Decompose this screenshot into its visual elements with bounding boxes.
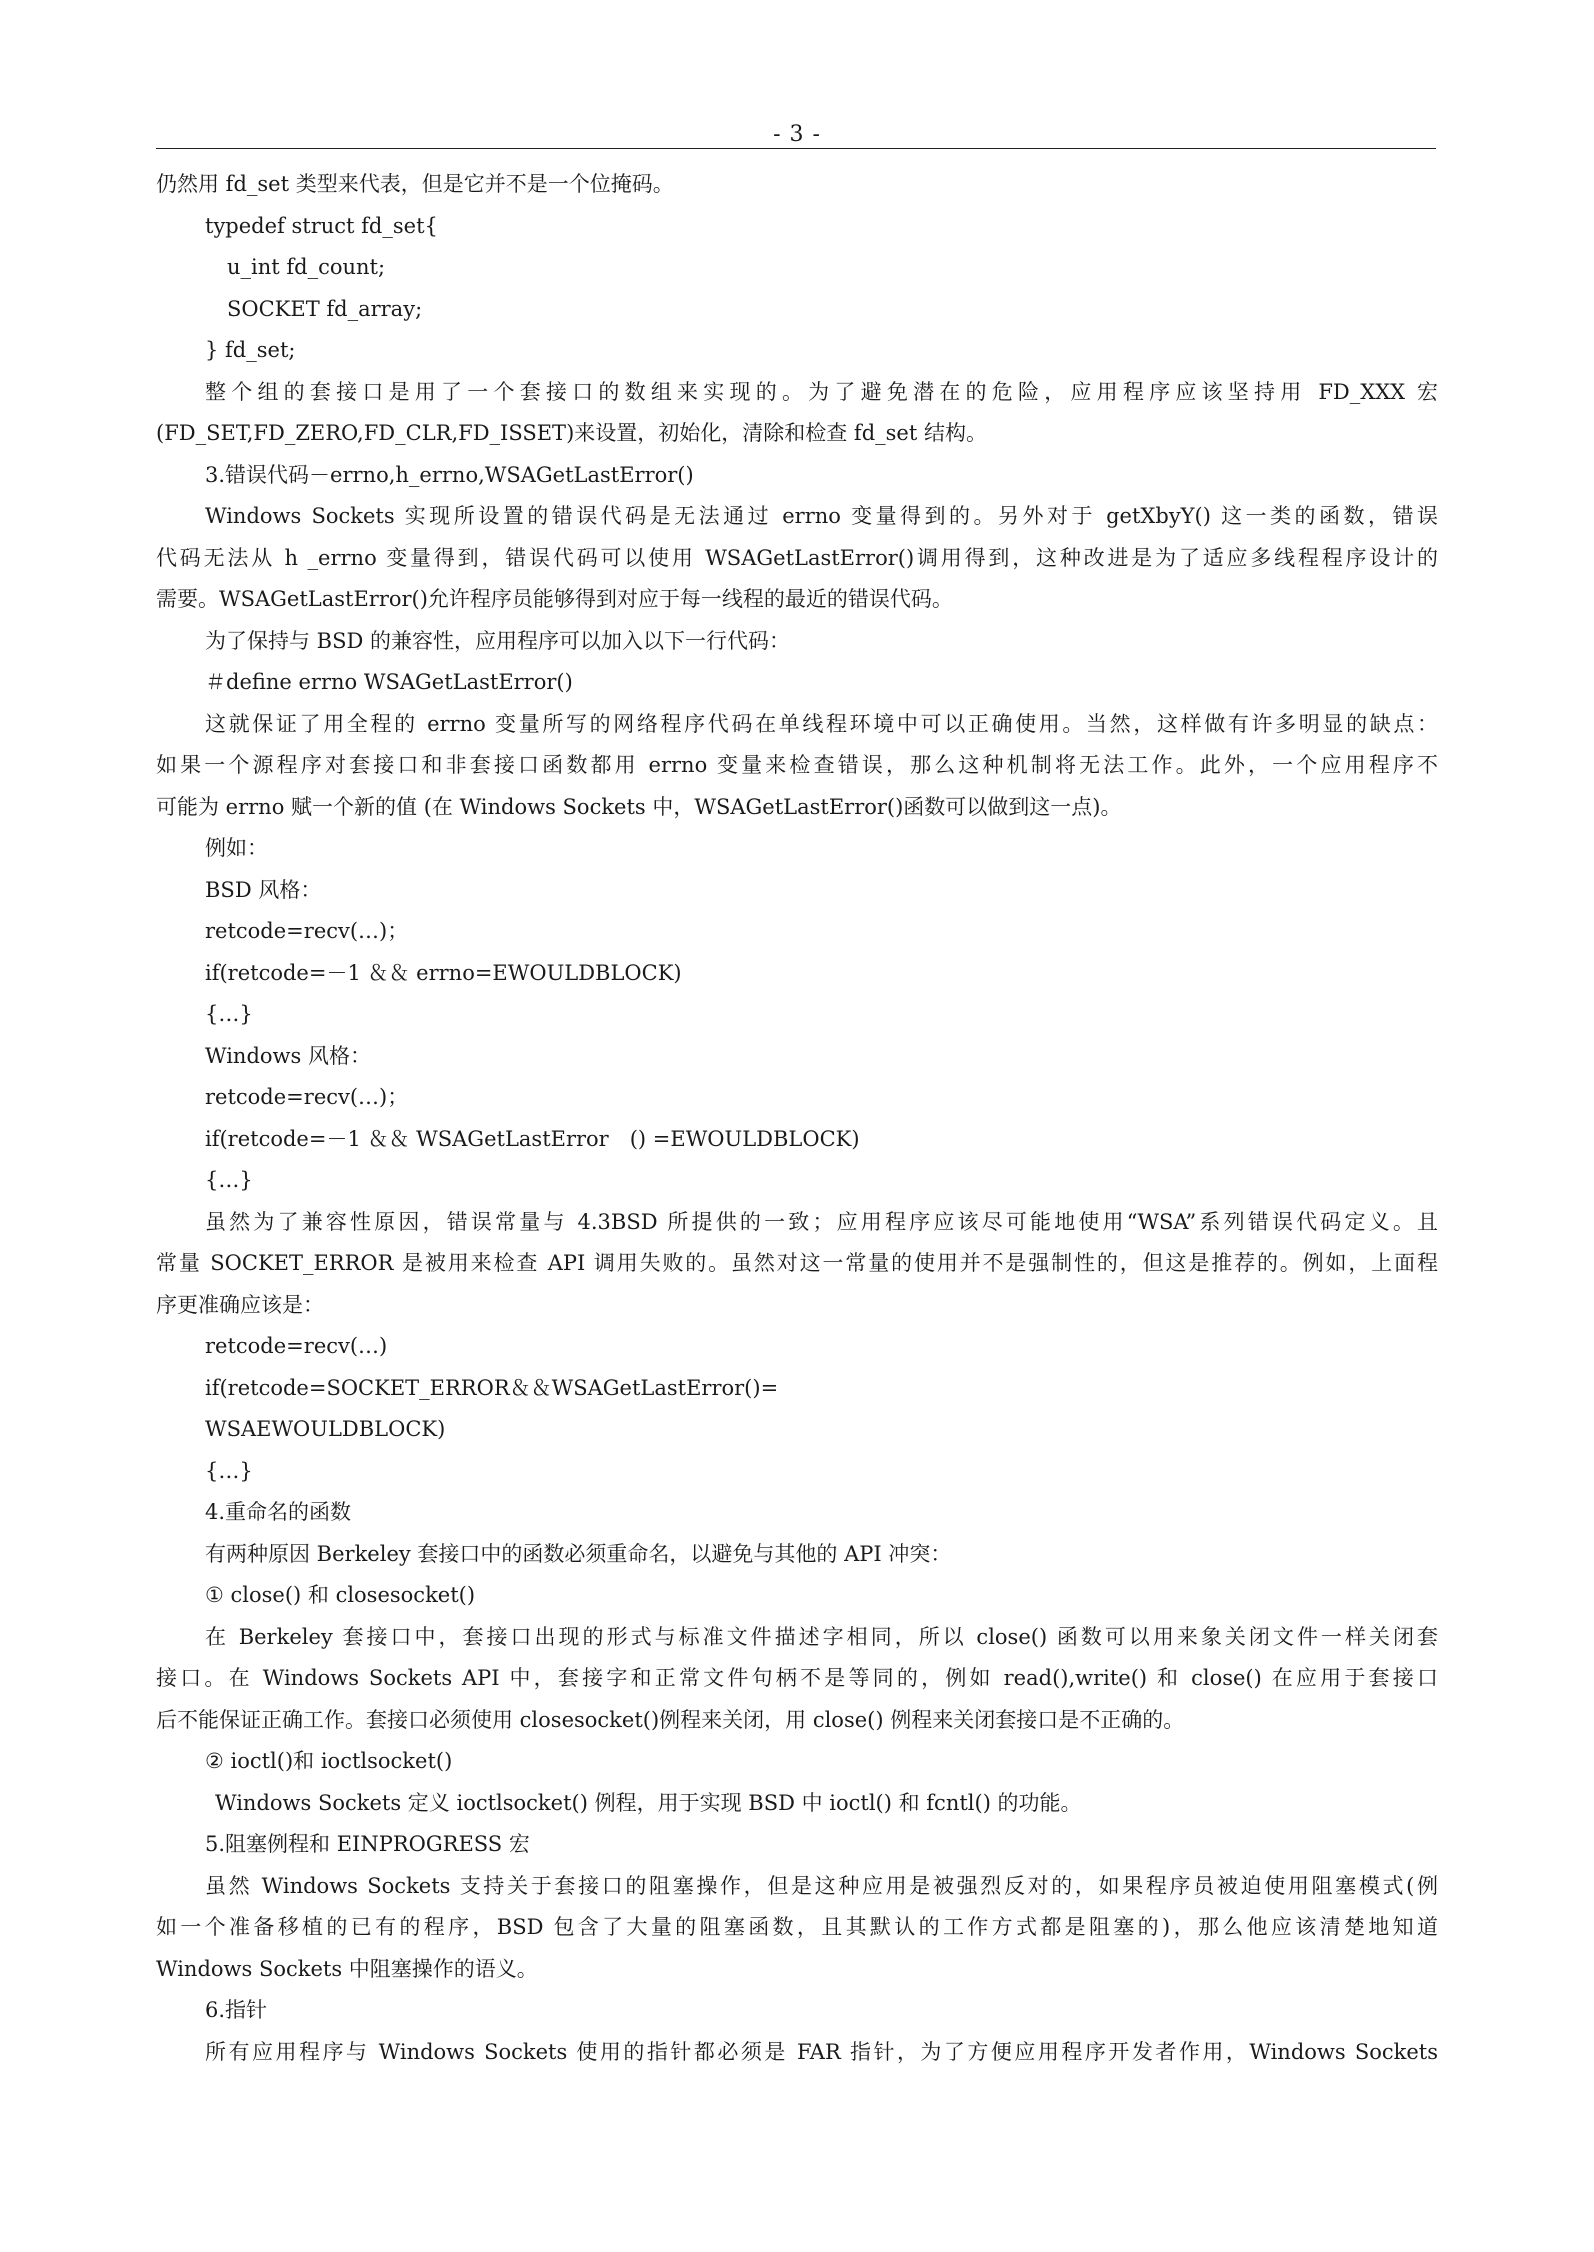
section-heading: 4.重命名的函数: [205, 1500, 352, 1524]
header-rule: [156, 148, 1436, 149]
paragraph-line: 常量 SOCKET_ERROR 是被用来检查 API 调用失败的。虽然对这一常量的使用并不是强制性的，但这是推荐的。例如，上面程: [156, 1251, 1438, 1275]
code-line: ＃define errno WSAGetLastError(): [205, 670, 573, 694]
code-line: u_int fd_count;: [227, 255, 386, 279]
paragraph-line: Windows Sockets 实现所设置的错误代码是无法通过 errno 变量得到的。另外对于 getXbyY() 这一类的函数，错误: [205, 504, 1438, 528]
paragraph-line: 需要。WSAGetLastError()允许程序员能够得到对应于每一线程的最近的错误代码。: [156, 587, 953, 611]
section-heading: 5.阻塞例程和 EINPROGRESS 宏: [205, 1832, 530, 1856]
document-body: [156, 164, 1438, 2073]
paragraph-line: 虽然为了兼容性原因，错误常量与 4.3BSD 所提供的一致；应用程序应该尽可能地使用“WSA”系列错误代码定义。且: [205, 1209, 1438, 1234]
page-number: - 3 -: [773, 122, 821, 147]
paragraph-line: 在 Berkeley 套接口中，套接口出现的形式与标准文件描述字相同，所以 close() 函数可以用来象关闭文件一样关闭套: [205, 1624, 1438, 1649]
paragraph-line: 例如：: [205, 836, 268, 860]
section-heading: 3.错误代码－errno,h_errno,WSAGetLastError(): [205, 462, 694, 487]
list-item: ② ioctl()和 ioctlsocket(): [205, 1749, 453, 1773]
paragraph-line: 这就保证了用全程的 errno 变量所写的网络程序代码在单线程环境中可以正确使用。当然，这样做有许多明显的缺点：: [205, 711, 1438, 736]
paragraph-line: 可能为 errno 赋一个新的值 (在 Windows Sockets 中，WSAGetLastError()函数可以做到这一点)。: [156, 794, 1122, 819]
code-line: retcode=recv(…)；: [205, 1085, 409, 1109]
code-line: retcode=recv(…)；: [205, 919, 409, 943]
code-line: if(retcode=－1 ＆＆ WSAGetLastError () =EWOULDBLOCK): [205, 1126, 860, 1151]
code-line: typedef struct fd_set{: [205, 213, 438, 238]
paragraph-line: 如果一个源程序对套接口和非套接口函数都用 errno 变量来检查错误，那么这种机制将无法工作。此外，一个应用程序不: [156, 753, 1438, 777]
code-line: if(retcode=SOCKET_ERROR＆＆WSAGetLastError()=: [205, 1375, 779, 1400]
paragraph-line: 代码无法从 h _errno 变量得到，错误代码可以使用 WSAGetLastError()调用得到，这种改进是为了适应多线程程序设计的: [156, 545, 1438, 570]
code-line: if(retcode=－1 ＆＆ errno=EWOULDBLOCK): [205, 960, 682, 985]
paragraph-line: Windows Sockets 定义 ioctlsocket() 例程，用于实现 BSD 中 ioctl() 和 fcntl() 的功能。: [215, 1790, 1082, 1815]
text-line: 仍然用 fd_set 类型来代表，但是它并不是一个位掩码。: [156, 172, 674, 196]
paragraph-line: 有两种原因 Berkeley 套接口中的函数必须重命名，以避免与其他的 API 冲突：: [205, 1541, 952, 1566]
code-line: SOCKET fd_array;: [227, 296, 423, 321]
paragraph-line: 如一个准备移植的已有的程序，BSD 包含了大量的阻塞函数，且其默认的工作方式都是阻塞的)，那么他应该清楚地知道: [156, 1915, 1438, 1939]
code-line: {…}: [205, 1002, 253, 1026]
paragraph-line: 整个组的套接口是用了一个套接口的数组来实现的。为了避免潜在的危险，应用程序应该坚持用 FD_XXX 宏: [205, 379, 1438, 404]
paragraph-line: 后不能保证正确工作。套接口必须使用 closesocket()例程来关闭，用 close() 例程来关闭套接口是不正确的。: [156, 1707, 1185, 1732]
paragraph-line: Windows Sockets 中阻塞操作的语义。: [156, 1956, 538, 1981]
list-item: ① close() 和 closesocket(): [205, 1583, 476, 1607]
paragraph-line: BSD 风格：: [205, 877, 322, 902]
code-line: {…}: [205, 1168, 253, 1192]
paragraph-line: 接口。在 Windows Sockets API 中，套接字和正常文件句柄不是等同的，例如 read(),write() 和 close() 在应用于套接口: [156, 1666, 1438, 1690]
paragraph-line: 虽然 Windows Sockets 支持关于套接口的阻塞操作，但是这种应用是被强烈反对的，如果程序员被迫使用阻塞模式(例: [205, 1873, 1438, 1898]
paragraph-line: 序更准确应该是：: [156, 1292, 324, 1317]
code-line: } fd_set;: [205, 338, 296, 362]
code-line: retcode=recv(…): [205, 1334, 388, 1358]
code-line: {…}: [205, 1458, 253, 1483]
code-line: WSAEWOULDBLOCK): [205, 1417, 446, 1441]
paragraph-line: 为了保持与 BSD 的兼容性，应用程序可以加入以下一行代码：: [205, 628, 791, 653]
section-heading: 6.指针: [205, 1998, 268, 2022]
paragraph-line: (FD_SET,FD_ZERO,FD_CLR,FD_ISSET)来设置，初始化，清除和检查 fd_set 结构。: [156, 421, 987, 445]
paragraph-line: 所有应用程序与 Windows Sockets 使用的指针都必须是 FAR 指针，为了方便应用程序开发者作用，Windows Sockets: [205, 2039, 1438, 2064]
paragraph-line: Windows 风格：: [205, 1043, 371, 1068]
